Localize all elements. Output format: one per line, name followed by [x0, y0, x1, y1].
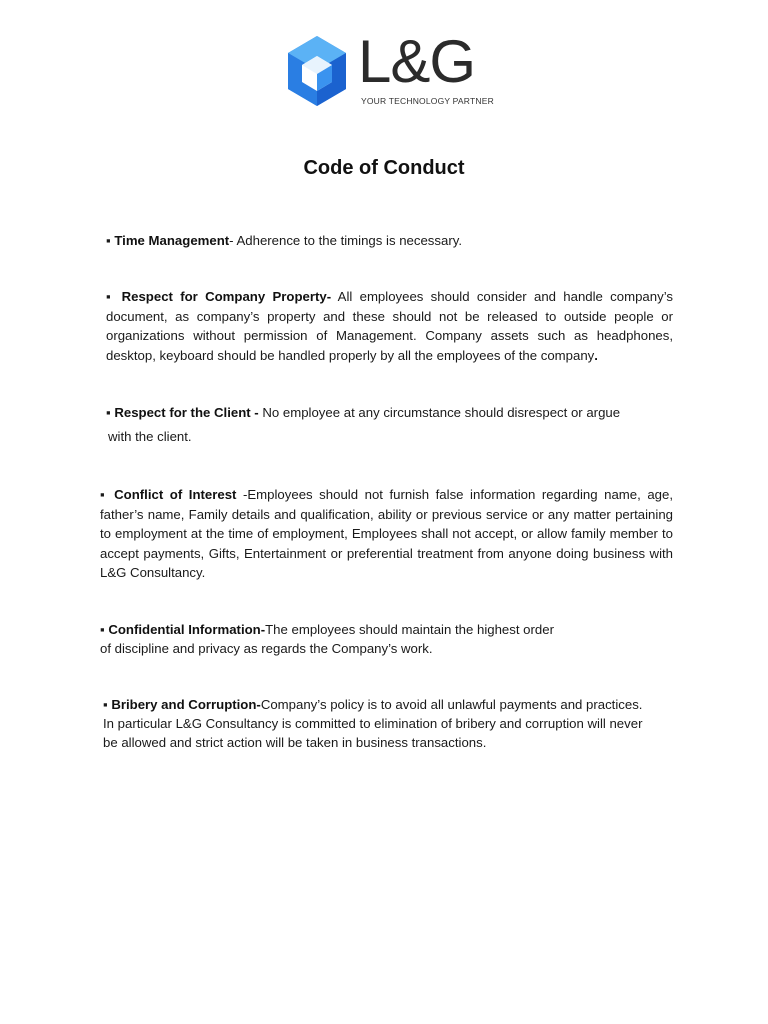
cube-icon: [286, 34, 348, 108]
bullet: ▪: [106, 405, 115, 420]
item-bribery-line2: In particular L&G Consultancy is committed to elimination of bribery and corruption will never: [103, 716, 643, 731]
item-respect-client: [106, 403, 676, 423]
item-bribery-line3: be allowed and strict action will be taken in business transactions.: [103, 735, 487, 750]
item-text: - Adherence to the timings is necessary.: [229, 233, 463, 248]
item-company-property: [106, 287, 673, 365]
item-time-management: [106, 231, 676, 251]
bullet: ▪: [100, 487, 115, 502]
item-text: -Employees should not furnish false information regarding name, age, father’s name, Family details and qualification, ability or previous service or any matter pertaining to employment at the time of employment, Employees shall not accept, or allow family member to accept payments, Gifts, Entertainment or preferential treatment from anyone doing business with L&G Consultancy.: [100, 487, 674, 580]
item-text: No employee at any circumstance should disrespect or argue: [258, 405, 621, 420]
bullet: ▪: [103, 697, 112, 712]
item-tail: .: [594, 347, 598, 363]
bullet: ▪: [106, 233, 115, 248]
item-heading: Conflict of Interest: [114, 487, 237, 502]
page-title: Code of Conduct: [303, 157, 465, 179]
bullet: ▪: [100, 622, 109, 637]
item-text: The employees should maintain the highest order: [265, 622, 554, 637]
item-heading: Time Management: [114, 233, 230, 248]
bullet: ▪: [106, 289, 122, 304]
item-bribery-corruption: [103, 695, 678, 715]
item-conflict-of-interest: [100, 485, 673, 583]
item-respect-client-line2: with the client.: [108, 429, 192, 444]
item-confidential-line2: of discipline and privacy as regards the Company’s work.: [100, 641, 433, 656]
company-logo: [284, 28, 494, 120]
item-heading: Confidential Information-: [108, 622, 266, 637]
item-confidential-information: [100, 620, 675, 640]
item-text: Company’s policy is to avoid all unlawful payments and practices.: [260, 697, 643, 712]
logo-wordmark: L&G: [358, 28, 476, 95]
item-heading: Bribery and Corruption-: [111, 697, 261, 712]
item-heading: Respect for the Client -: [114, 405, 259, 420]
item-text: All employees should consider and handle company’s document, as company’s property and these should not be released to outside people or organizations without permission of Management. Company assets such as headphones, desktop, keyboard should be handled properly by all the employees of the company: [106, 289, 673, 363]
item-heading: Respect for Company Property-: [121, 289, 332, 304]
logo-tagline: YOUR TECHNOLOGY PARTNER: [361, 96, 494, 106]
